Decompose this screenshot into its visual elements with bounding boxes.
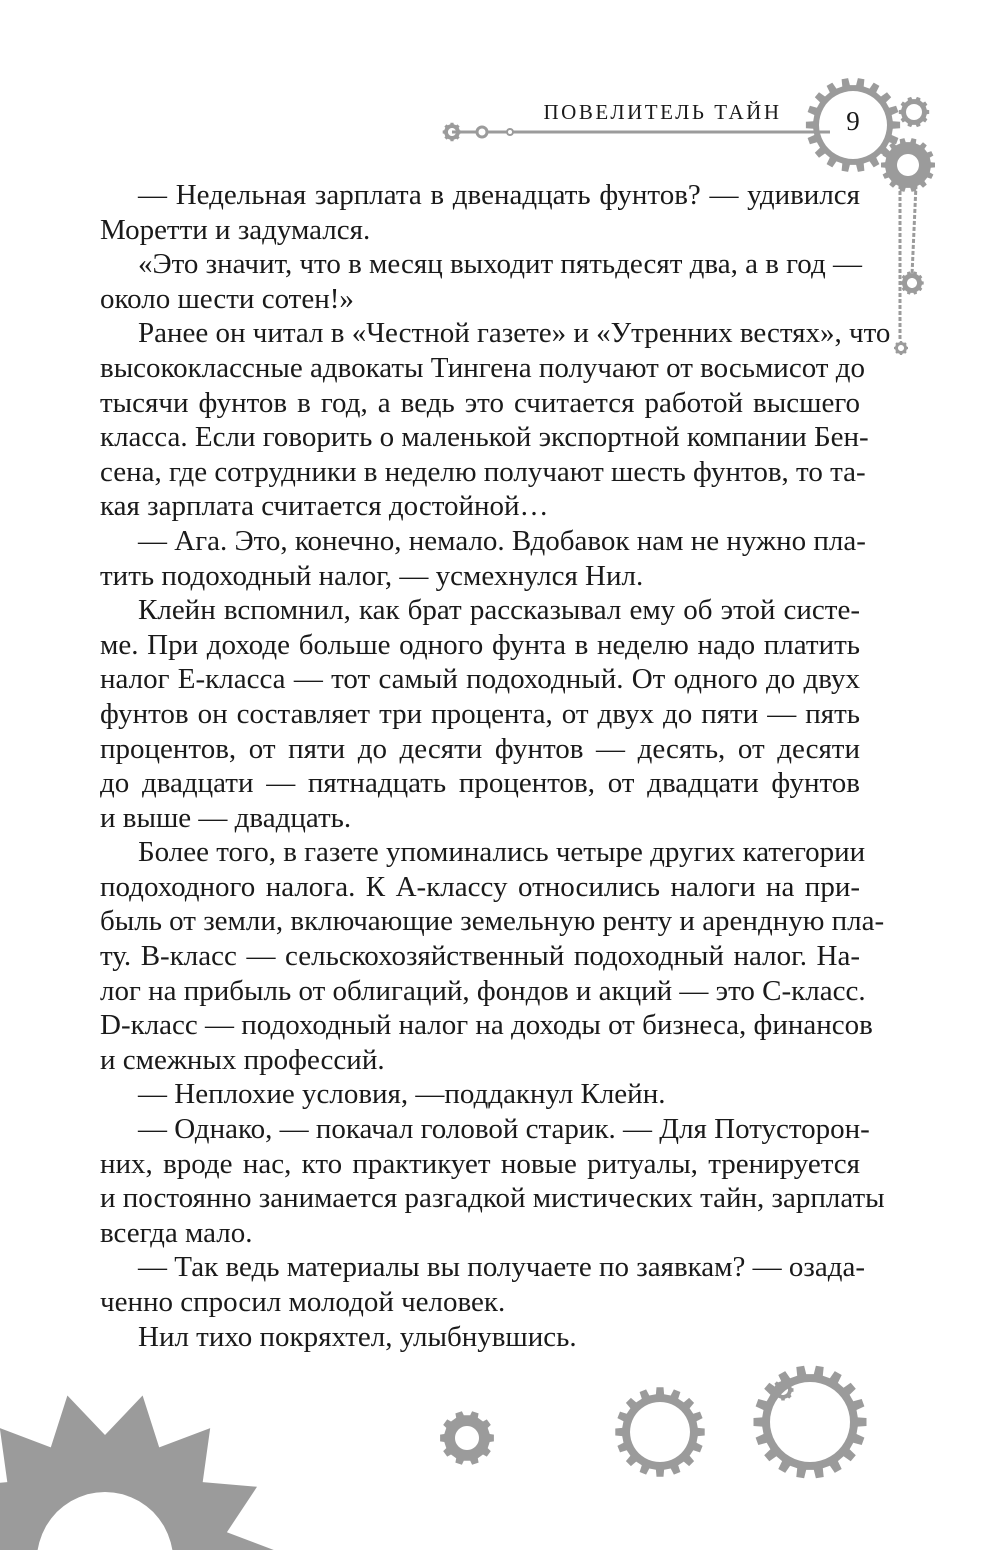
text-line: до двадцати — пятнадцать процентов, от двадцати фунтов — [100, 767, 860, 800]
body-text — [100, 178, 891, 1354]
text-line: и смежных профессий. — [100, 1043, 385, 1076]
text-line: — Неплохие условия, —поддакнул Клейн. — [138, 1078, 666, 1111]
page-number: 9 — [846, 106, 860, 136]
text-line: D-класс — подоходный налог на доходы от бизнеса, финансов — [100, 1009, 873, 1042]
chain — [912, 185, 916, 275]
text-line: класса. Если говорить о маленькой экспортной компании Бен- — [100, 421, 869, 454]
text-line: и постоянно занимается разгадкой мистических тайн, зарплаты — [100, 1182, 885, 1215]
paragraph — [100, 593, 860, 835]
text-line: быль от земли, включающие земельную ренту и арендную пла- — [100, 905, 885, 938]
text-line: Ранее он читал в «Честной газете» и «Утренних вестях», что — [138, 317, 891, 350]
text-line: Более того, в газете упоминались четыре других категории — [138, 836, 866, 869]
text-line: тысячи фунтов в год, а ведь это считается работой высшего — [100, 386, 860, 419]
text-line: ченно спросил молодой человек. — [100, 1286, 506, 1318]
text-line: и выше — двадцать. — [100, 801, 352, 834]
text-line: тить подоходный налог, — усмехнулся Нил. — [100, 559, 644, 592]
text-line: всегда мало. — [100, 1216, 253, 1249]
rule-knob — [477, 127, 487, 137]
text-line: лог на прибыль от облигаций, фондов и акций — это С-класс. — [100, 974, 866, 1007]
gear-icon — [881, 138, 935, 192]
gear-icon — [440, 1411, 494, 1464]
paragraph — [100, 1250, 866, 1319]
small-gear-icon — [900, 271, 923, 294]
text-line: Клейн вспомнил, как брат рассказывал ему об этой систе- — [138, 594, 860, 627]
text-line: — Недельная зарплата в двенадцать фунтов? — удивился — [138, 179, 860, 211]
ornate-gear-icon — [615, 1387, 704, 1476]
paragraph — [100, 316, 891, 524]
paragraph — [100, 524, 866, 593]
text-line: ме. При доходе больше одного фунта в неделю надо платить — [100, 628, 860, 661]
text-line: — Ага. Это, конечно, немало. Вдобавок нам не нужно пла- — [138, 524, 866, 557]
paragraph — [100, 178, 860, 247]
large-gear-icon — [754, 1366, 867, 1479]
text-line: — Так ведь материалы вы получаете по заявкам? — озада- — [138, 1251, 866, 1284]
text-line: Моретти и задумался. — [100, 213, 371, 246]
text-line: процентов, от пяти до десяти фунтов — десять, от десяти — [100, 732, 860, 765]
text-line: фунтов он составляет три процента, от двух до пяти — пять — [100, 697, 860, 730]
text-line: Нил тихо покряхтел, улыбнувшись. — [138, 1320, 577, 1353]
small-gear-icon — [899, 97, 929, 127]
paragraph — [100, 1320, 860, 1355]
text-line: них, вроде нас, кто практикует новые ритуалы, тренируется — [100, 1147, 860, 1180]
text-line: налог Е-класса — тот самый подоходный. От одного до двух — [100, 663, 860, 696]
text-line: около шести сотен!» — [100, 282, 354, 315]
small-gear-icon — [894, 341, 908, 355]
paragraph — [100, 1112, 885, 1250]
text-line: ту. В-класс — сельскохозяйственный подоходный налог. На- — [100, 940, 860, 973]
text-line: кая зарплата считается достойной… — [100, 490, 549, 523]
text-line: сена, где сотрудники в неделю получают шесть фунтов, то та- — [100, 455, 866, 488]
text-line: — Однако, — покачал головой старик. — Для Потусторон- — [138, 1113, 870, 1146]
text-line: высококлассные адвокаты Тингена получают от восьмисот до — [100, 351, 865, 384]
paragraph — [100, 1077, 860, 1112]
sun-gear-ornament — [0, 1396, 274, 1551]
rule-knob — [507, 129, 513, 135]
running-title: ПОВЕЛИТЕЛЬ ТАЙН — [543, 100, 782, 124]
paragraph — [100, 247, 860, 316]
text-line: подоходного налога. К А-классу относились налоги на при- — [100, 870, 860, 903]
paragraph — [100, 835, 885, 1077]
text-line: «Это значит, что в месяц выходит пятьдесят два, а в год — — [138, 248, 862, 281]
